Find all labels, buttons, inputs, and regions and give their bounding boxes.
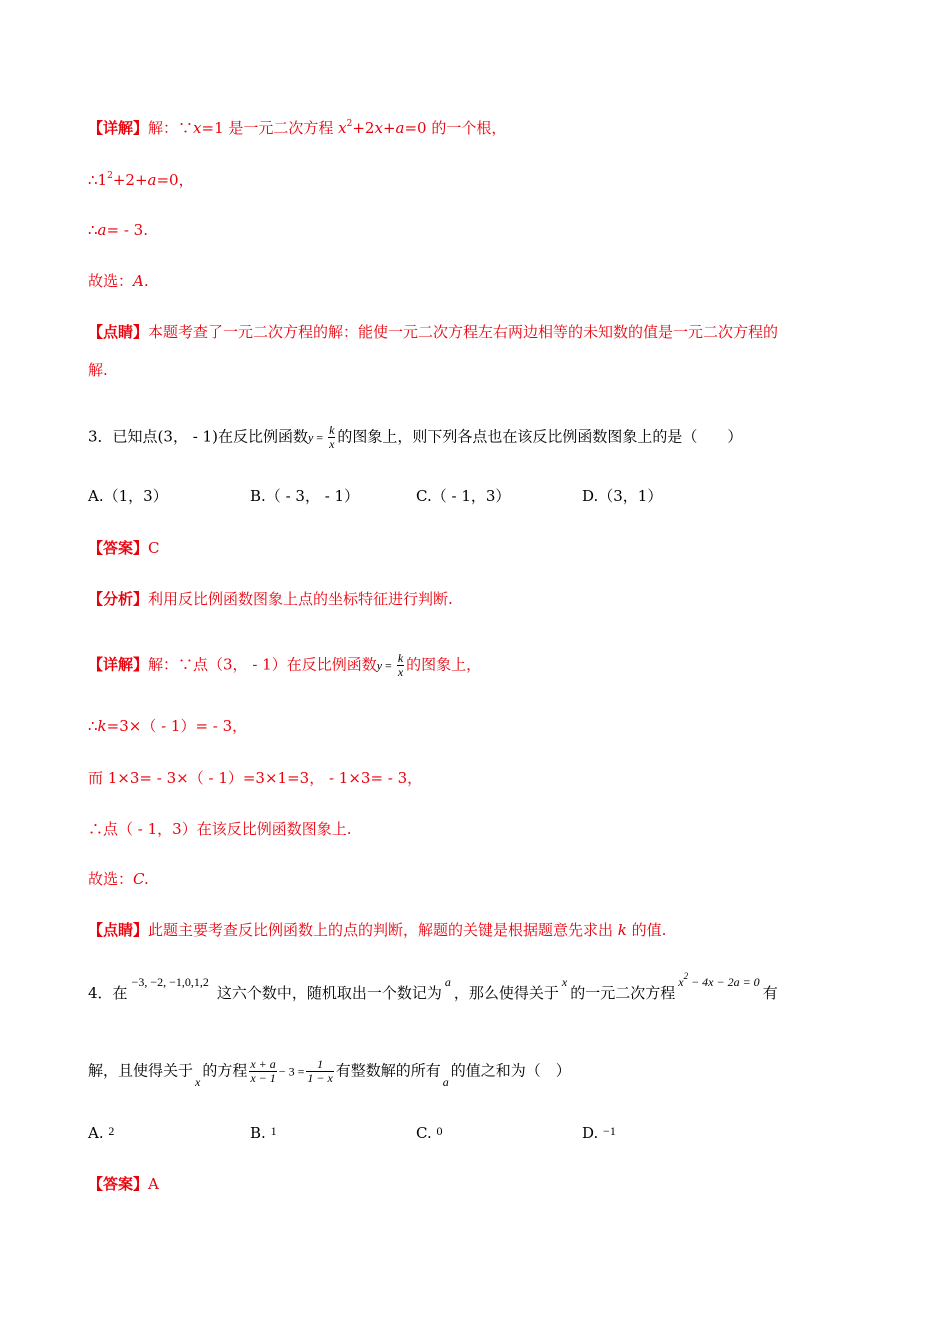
- q2-eq-mid: +2: [352, 119, 375, 137]
- q4-option-d-label: D.: [582, 1124, 599, 1142]
- q4-option-d-value: −1: [603, 1124, 616, 1138]
- q3-stem-y: y: [307, 430, 314, 445]
- q2-comment-text-2: 解.: [88, 361, 108, 379]
- q3-step3-text: ∴点（ - 1，3）在该反比例函数图象上.: [88, 820, 352, 838]
- q3-choice-value: C.: [133, 870, 149, 888]
- q3-stem: [88, 424, 742, 451]
- q3-step3: [88, 819, 351, 839]
- q2-x-eq-text: =1 是一元二次方程: [201, 119, 339, 137]
- q3-option-d: [582, 486, 662, 506]
- q4-option-b-value: 1: [270, 1124, 277, 1138]
- q3-comment-k: k: [617, 921, 627, 939]
- q2-detail-tag: 【详解】: [88, 119, 149, 137]
- q3-comment-before: 此题主要考查反比例函数上的点的判断，解题的关键是根据题意先求出: [148, 921, 618, 939]
- q4-equation-x: x: [678, 975, 684, 989]
- q3-detail-tag: 【详解】: [88, 655, 149, 674]
- q3-option-c: [416, 486, 510, 506]
- q4-equation-rest: − 4x − 2a = 0: [688, 975, 760, 989]
- q3-stem-eq: =: [313, 430, 327, 445]
- q3-answer-tag: 【答案】: [88, 539, 149, 557]
- q3-choice: [88, 869, 149, 889]
- q3-analysis-tag: 【分析】: [88, 590, 149, 608]
- q3-stem-after: 的图象上，则下列各点也在该反比例函数图象上的是（ ）: [337, 427, 743, 446]
- q2-step1-exp: 2: [107, 171, 113, 181]
- q2-step1: [88, 170, 194, 190]
- q2-choice-value: A.: [133, 272, 149, 290]
- q3-step2-text: 而 1×3= - 3×（ - 1）=3×1=3， - 1×3= - 3，: [88, 769, 423, 787]
- q2-step2: [88, 220, 148, 240]
- q3-option-b-value: （ - 3， - 1）: [265, 487, 360, 505]
- q3-option-b-label: B.: [250, 487, 266, 505]
- q3-stem-fraction: [328, 424, 335, 451]
- q3-step1-sym: ∴: [88, 717, 98, 735]
- q3-analysis-text: 利用反比例函数图象上点的坐标特征进行判断.: [148, 590, 453, 608]
- q4-l2-text-3: 有整数解的所有: [335, 1061, 441, 1080]
- q2-step2-sym: ∴: [88, 221, 98, 239]
- q2-comment-line2: [88, 360, 108, 380]
- q4-stem-num: 4．在: [88, 984, 128, 1002]
- q2-step1-end: =0，: [156, 171, 194, 189]
- q3-detail-num: k: [397, 651, 404, 665]
- q4-l2-text-4: 的值之和为（ ）: [450, 1061, 571, 1080]
- q4-fraction-2: [306, 1058, 333, 1085]
- q4-l2-var-a: a: [442, 1074, 449, 1089]
- q3-step2: [88, 768, 422, 788]
- q4-stem-line1: [88, 971, 778, 1004]
- q3-option-a-label: A.: [88, 487, 104, 505]
- q3-frac-den: x: [329, 437, 335, 451]
- q3-step1-end: =3×（ - 1）= - 3，: [106, 717, 248, 735]
- q3-detail-fraction: [397, 652, 404, 679]
- q3-frac-num: k: [329, 423, 335, 437]
- q4-answer: [88, 1174, 159, 1194]
- q2-eq-x2: x: [374, 119, 383, 137]
- q2-eq-a: a: [395, 119, 405, 137]
- q4-answer-value: A: [148, 1175, 159, 1193]
- q4-option-b: [250, 1123, 277, 1144]
- q3-option-d-value: （3，1）: [598, 487, 663, 505]
- q3-detail-after: 的图象上，: [406, 655, 482, 674]
- q3-comment-tag: 【点睛】: [88, 921, 149, 939]
- q4-l2-text-1: 解，且使得关于: [88, 1061, 194, 1080]
- q3-comment: [88, 920, 666, 940]
- q4-option-a-value: 2: [108, 1124, 115, 1138]
- q2-comment-line1: [88, 322, 778, 342]
- q4-l2-text-2: 的方程: [202, 1061, 248, 1080]
- q2-choice-label: 故选：: [88, 272, 134, 290]
- q3-option-c-value: （ - 1，3）: [431, 487, 511, 505]
- q2-eq-end: =0 的一个根，: [404, 119, 507, 137]
- q2-step1-sym: ∴1: [88, 171, 108, 189]
- q4-text-2: ，那么使得关于: [453, 984, 559, 1002]
- q4-option-c-label: C.: [416, 1124, 432, 1142]
- q4-text-1: 这六个数中，随机取出一个数记为: [216, 984, 442, 1002]
- q3-option-a: [88, 486, 168, 506]
- q2-detail-line: [88, 118, 506, 138]
- q4-fraction-mid: − 3 =: [278, 1064, 305, 1079]
- q4-equation-exp: 2: [683, 971, 689, 981]
- q4-f1-den: x − 1: [250, 1071, 276, 1085]
- q2-comment-tag: 【点睛】: [88, 323, 149, 341]
- q4-var-x: x: [561, 975, 568, 989]
- q2-x-var: x: [193, 119, 202, 137]
- q3-step1-k: k: [97, 717, 107, 735]
- q4-text-4: 有: [762, 984, 778, 1002]
- q4-quadratic-equation: [678, 971, 760, 989]
- q4-f1-num: x + a: [250, 1057, 276, 1071]
- q2-choice: [88, 271, 149, 291]
- q4-var-a: a: [444, 975, 451, 989]
- q4-text-3: 的一元二次方程: [570, 984, 676, 1002]
- q2-eq-exp: 2: [346, 119, 353, 129]
- q4-answer-tag: 【答案】: [88, 1175, 149, 1193]
- q3-choice-label: 故选：: [88, 870, 134, 888]
- q3-detail-y: y: [376, 658, 383, 673]
- q2-eq-x: x: [338, 119, 347, 137]
- q3-analysis: [88, 589, 453, 609]
- q3-option-a-value: （1，3）: [103, 487, 168, 505]
- q3-step1: [88, 716, 247, 736]
- q3-comment-after: 的值.: [626, 921, 667, 939]
- q4-f2-den: 1 − x: [307, 1071, 333, 1085]
- q4-number-set: −3, −2, −1,0,1,2: [131, 975, 209, 989]
- q4-fraction-1: [249, 1058, 276, 1085]
- q2-step2-end: = - 3.: [106, 221, 148, 239]
- q2-step2-a: a: [97, 221, 107, 239]
- q4-option-d: [582, 1123, 616, 1144]
- q2-step1-a: a: [147, 171, 157, 189]
- q4-stem-line2: [88, 1057, 571, 1089]
- q2-comment-text-1: 本题考查了一元二次方程的解：能使一元二次方程左右两边相等的未知数的值是一元二次方程的: [148, 323, 779, 341]
- q4-option-c-value: 0: [436, 1124, 443, 1138]
- q2-detail-intro: 解：∵: [148, 119, 194, 137]
- q3-answer: [88, 538, 160, 558]
- q4-option-b-label: B.: [250, 1124, 266, 1142]
- q4-f2-num: 1: [317, 1057, 324, 1071]
- q3-detail-eq: =: [382, 658, 395, 673]
- q4-option-a: [88, 1123, 114, 1144]
- q3-detail-line: [88, 652, 481, 679]
- q3-option-c-label: C.: [416, 487, 432, 505]
- q3-stem-before: 3．已知点(3， - 1)在反比例函数: [88, 427, 308, 446]
- q4-l2-var-x: x: [195, 1074, 201, 1089]
- q3-option-b: [250, 486, 359, 506]
- q4-option-c: [416, 1123, 443, 1144]
- q3-option-d-label: D.: [582, 487, 599, 505]
- q3-detail-den: x: [397, 665, 404, 679]
- q2-step1-mid: +2+: [112, 171, 148, 189]
- q4-option-a-label: A.: [88, 1124, 104, 1142]
- q3-detail-before: 解：∵点（3， - 1）在反比例函数: [148, 655, 377, 674]
- q3-answer-value: C: [148, 539, 160, 557]
- q2-eq-plus: +: [382, 119, 396, 137]
